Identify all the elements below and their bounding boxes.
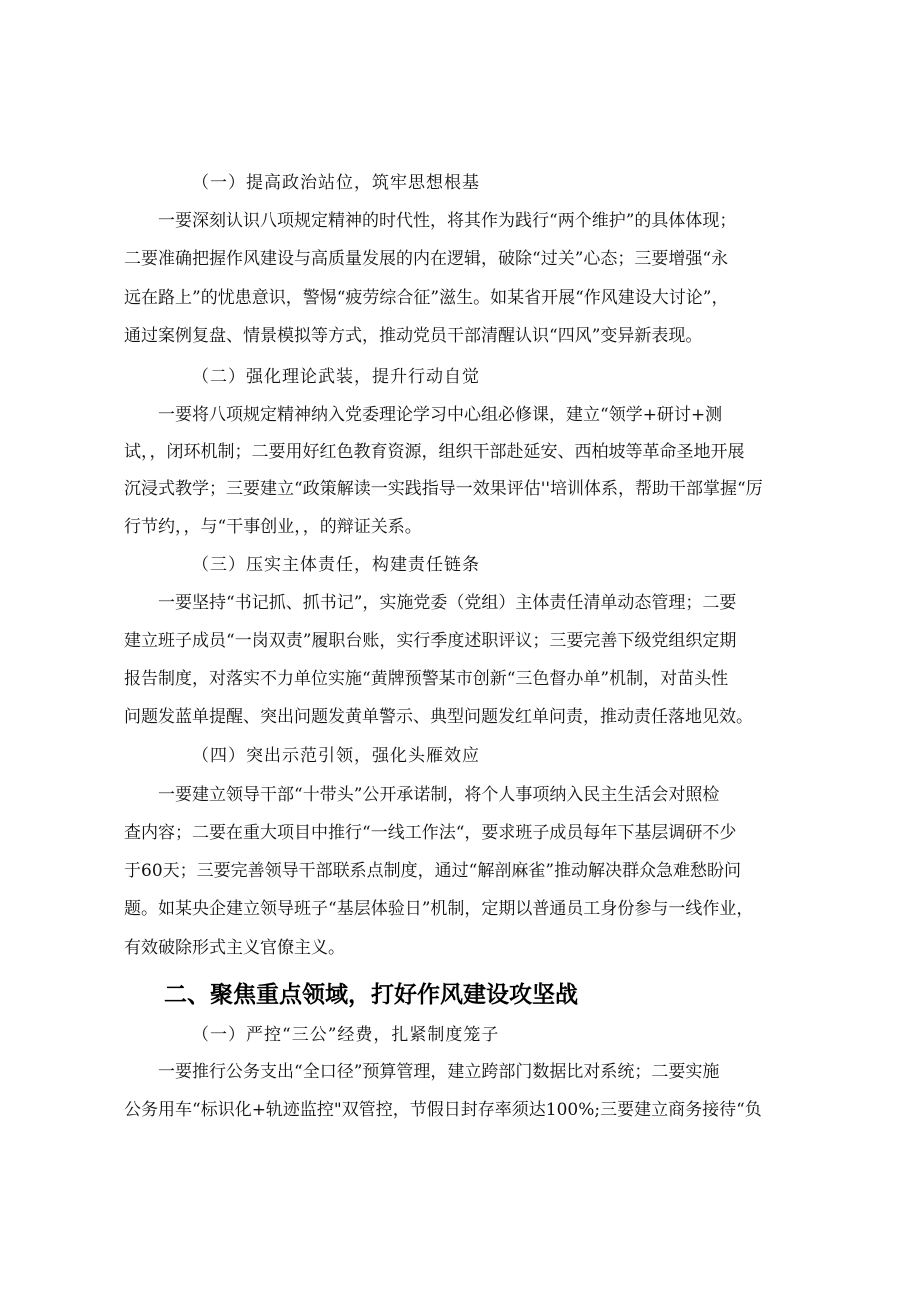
paragraph-line: 一要将八项规定精神纳入党委理论学习中心组必修课，建立“领学+研讨+测: [158, 405, 723, 425]
paragraph-line: 通过案例复盘、情景模拟等方式，推动党员干部清醒认识“四风”变异新表现。: [124, 326, 703, 346]
paragraph-line: 有效破除形式主义官僚主义。: [124, 938, 345, 958]
paragraph-line: 题。如某央企建立领导班子“基层体验日”机制，定期以普通员工身份参与一线作业，: [124, 899, 754, 919]
paragraph-line: 二要准确把握作风建设与高质量发展的内在逻辑，破除“过关”心态；三要增强“永: [124, 249, 729, 269]
paragraph-line: 查内容；二要在重大项目中推行“一线工作法“，要求班子成员每年下基层调研不少: [124, 823, 737, 843]
paragraph-line: 一要建立领导干部“十带头”公开承诺制，将个人事项纳入民主生活会对照检: [158, 785, 720, 805]
paragraph-line: 报告制度，对落实不力单位实施“黄牌预警某市创新“三色督办单”机制，对苗头性: [124, 669, 729, 689]
section-heading-1: （一）提高政治站位，筑牢思想根基: [192, 173, 480, 193]
paragraph-line: 公务用车“标识化+轨迹监控"双管控，节假日封存率须达100%;三要建立商务接待“负: [124, 1100, 762, 1120]
paragraph-line: 试，，闭环机制；二要用好红色教育资源，组织干部赴延安、西柏坡等革命圣地开展: [124, 442, 745, 462]
section-heading-2: （二）强化理论武装，提升行动自觉: [192, 367, 480, 387]
paragraph-line: 一要推行公务支出“全口径”预算管理，建立跨部门数据比对系统；二要实施: [158, 1062, 720, 1082]
section-heading-5: （一）严控“三公”经费，扎紧制度笼子: [192, 1025, 500, 1045]
paragraph-line: 建立班子成员“一岗双责”履职台账，实行季度述职评议；三要完善下级党组织定期: [124, 631, 737, 651]
section-heading-4: （四）突出示范引领，强化头雁效应: [192, 746, 480, 766]
paragraph-line: 一要深刻认识八项规定精神的时代性，将其作为践行“两个维护”的具体体现；: [158, 211, 737, 231]
paragraph-line: 行节约，，与“干事创业，，的辩证关系。: [124, 517, 422, 537]
section-heading-3: （三）压实主体责任，构建责任链条: [192, 555, 480, 575]
paragraph-line: 于60天；三要完善领导干部联系点制度，通过“解剖麻雀”推动解决群众急难愁盼问: [124, 861, 742, 881]
paragraph-line: 一要坚持“书记抓、抓书记”，实施党委（党组）主体责任清单动态管理；二要: [158, 593, 737, 613]
paragraph-line: 沉浸式教学；三要建立“政策解读一实践指导一效果评估''培训体系，帮助干部掌握“厉: [124, 479, 763, 499]
paragraph-line: 问题发蓝单提醒、突出问题发黄单警示、典型问题发红单问责，推动责任落地见效。: [124, 707, 753, 727]
paragraph-line: 远在路上”的忧患意识，警惕“疲劳综合征”滋生。如某省开展“作风建设大讨论”，: [124, 288, 729, 308]
chapter-title: 二、聚焦重点领域，打好作风建设攻坚战: [164, 982, 578, 1008]
